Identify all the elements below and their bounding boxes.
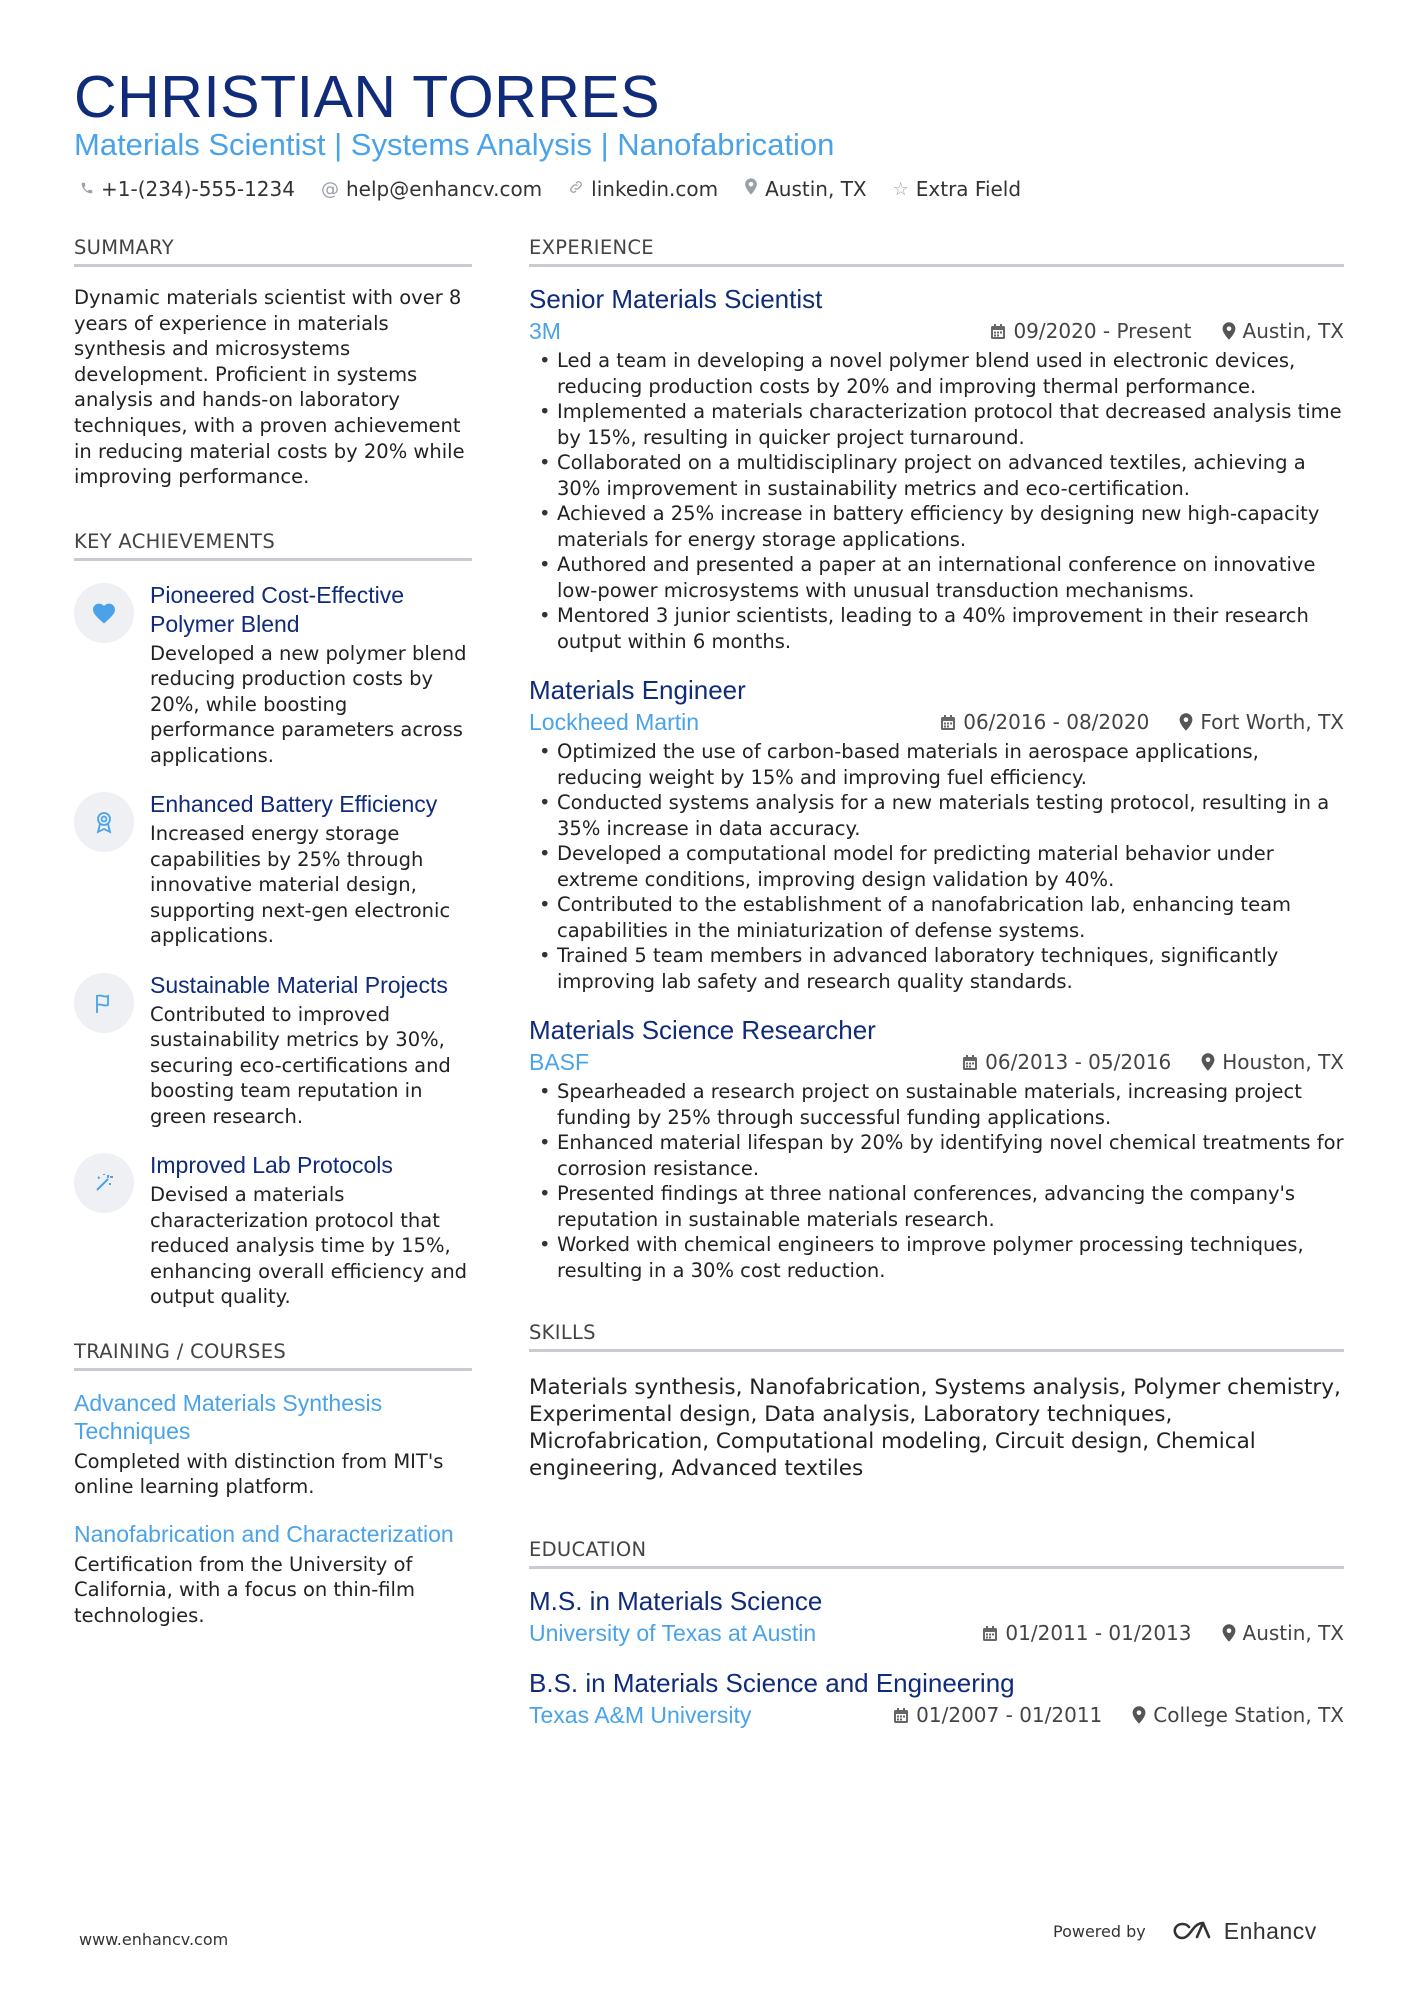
bullet-item: • Optimized the use of carbon-based materials in aerospace applications, reducing weight by 15% and improving fuel efficiency. <box>529 739 1344 790</box>
bullet-item: • Spearheaded a research project on sustainable materials, increasing project funding by 25% through successful funding applications. <box>529 1079 1344 1130</box>
job-company: Lockheed Martin <box>529 709 700 735</box>
calendar-icon <box>982 1625 998 1642</box>
calendar-icon <box>940 714 956 731</box>
course-item <box>74 1520 472 1629</box>
degree-title: B.S. in Materials Science and Engineering <box>529 1668 1015 1698</box>
flag-icon <box>74 973 134 1033</box>
bullet-item: • Presented findings at three national conferences, advancing the company's reputation in sustainable materials research. <box>529 1181 1344 1232</box>
bullet-item: • Conducted systems analysis for a new materials testing protocol, resulting in a 35% increase in data accuracy. <box>529 790 1344 841</box>
course-desc: Certification from the University of California, with a focus on thin-film technologies. <box>74 1552 415 1627</box>
education-dates: 01/2007 - 01/2011 <box>916 1703 1103 1727</box>
calendar-icon <box>962 1054 978 1071</box>
job-entry <box>529 674 1344 994</box>
candidate-name: CHRISTIAN TORRES <box>74 64 661 130</box>
course-title: Nanofabrication and Characterization <box>74 1520 454 1547</box>
job-company: BASF <box>529 1049 590 1075</box>
achievement-item <box>74 581 472 769</box>
education-location: Austin, TX <box>1242 1621 1344 1645</box>
job-dates: 06/2016 - 08/2020 <box>963 710 1150 734</box>
bullet-item: • Achieved a 25% increase in battery efficiency by designing new high-capacity materials for energy storage applications. <box>529 501 1344 552</box>
contact-bar <box>80 177 1047 201</box>
powered-by-text: Powered by <box>1053 1922 1146 1941</box>
achievement-desc: Devised a materials characterization protocol that reduced analysis time by 15%, enhancing overall efficiency and output quality. <box>150 1183 468 1309</box>
bullet-item: • Led a team in developing a novel polymer blend used in electronic devices, reducing production costs by 20% and improving thermal performance. <box>529 348 1344 399</box>
skills-heading: SKILLS <box>529 1321 1344 1352</box>
location-pin-icon <box>1132 1706 1146 1724</box>
contact-extra-text: Extra Field <box>915 177 1022 201</box>
achievements-heading: KEY ACHIEVEMENTS <box>74 530 472 561</box>
candidate-subtitle: Materials Scientist | Systems Analysis | Nanofabrication <box>74 127 835 162</box>
achievement-title: Sustainable Material Projects <box>150 971 448 998</box>
contact-phone <box>80 177 295 201</box>
heart-icon <box>74 583 134 643</box>
location-pin-icon <box>1222 1624 1236 1642</box>
job-location: Houston, TX <box>1222 1050 1344 1074</box>
job-dates: 06/2013 - 05/2016 <box>985 1050 1172 1074</box>
contact-location <box>744 177 866 201</box>
achievement-desc: Contributed to improved sustainability metrics by 30%, securing eco-certifications and boosting team reputation in green research. <box>150 1002 451 1128</box>
job-title: Materials Science Researcher <box>529 1015 876 1045</box>
job-title: Materials Engineer <box>529 675 746 705</box>
job-entry <box>529 283 1344 654</box>
at-icon: @ <box>320 178 339 200</box>
summary-heading: SUMMARY <box>74 236 472 267</box>
location-pin-icon <box>744 178 758 200</box>
job-bullets <box>529 739 1344 994</box>
school-name: Texas A&M University <box>529 1702 752 1728</box>
education-location: College Station, TX <box>1153 1703 1344 1727</box>
award-icon <box>74 792 134 852</box>
job-title: Senior Materials Scientist <box>529 284 823 314</box>
bullet-item: • Mentored 3 junior scientists, leading to a 40% improvement in their research output within 6 months. <box>529 603 1344 654</box>
achievement-item <box>74 1151 472 1310</box>
contact-email-text: help@enhancv.com <box>345 177 543 201</box>
course-desc: Completed with distinction from MIT's online learning platform. <box>74 1449 444 1499</box>
bullet-item: • Enhanced material lifespan by 20% by identifying novel chemical treatments for corrosion resistance. <box>529 1130 1344 1181</box>
contact-email[interactable] <box>321 177 542 201</box>
contact-linkedin[interactable] <box>568 177 718 201</box>
education-heading: EDUCATION <box>529 1538 1344 1569</box>
education-section <box>529 1538 1344 1729</box>
contact-phone-text: +1-(234)-555-1234 <box>101 177 295 201</box>
degree-title: M.S. in Materials Science <box>529 1586 823 1616</box>
link-icon <box>568 179 584 200</box>
footer-powered-by[interactable] <box>1053 1918 1317 1945</box>
achievement-desc: Developed a new polymer blend reducing production costs by 20%, while boosting performance parameters across applications. <box>150 641 467 767</box>
summary-section <box>74 236 472 490</box>
job-company: 3M <box>529 318 561 344</box>
footer-website[interactable]: www.enhancv.com <box>79 1930 229 1949</box>
skills-text: Materials synthesis, Nanofabrication, Systems analysis, Polymer chemistry, Experimental design, Data analysis, Laboratory techniques, Microfabrication, Computational modeling, Circuit design, Chemical engineering, Advanced textiles <box>529 1375 1341 1481</box>
calendar-icon <box>990 323 1006 340</box>
calendar-icon <box>893 1707 909 1724</box>
contact-linkedin-text: linkedin.com <box>591 177 719 201</box>
achievement-title: Enhanced Battery Efficiency <box>150 791 438 818</box>
training-heading: TRAINING / COURSES <box>74 1340 472 1371</box>
skills-section <box>529 1321 1344 1482</box>
location-pin-icon <box>1201 1053 1215 1071</box>
job-bullets <box>529 348 1344 654</box>
experience-section <box>529 236 1344 1283</box>
job-dates: 09/2020 - Present <box>1013 319 1192 343</box>
phone-icon <box>80 179 94 200</box>
location-pin-icon <box>1222 322 1236 340</box>
achievement-item <box>74 790 472 949</box>
job-location: Austin, TX <box>1242 319 1344 343</box>
job-entry <box>529 1014 1344 1283</box>
bullet-item: • Trained 5 team members in advanced laboratory techniques, significantly improving lab safety and research quality standards. <box>529 943 1344 994</box>
education-entry <box>529 1585 1344 1647</box>
bullet-item: • Worked with chemical engineers to improve polymer processing techniques, resulting in a 30% cost reduction. <box>529 1232 1344 1283</box>
contact-extra <box>893 177 1021 201</box>
enhancv-logo-icon <box>1170 1920 1216 1944</box>
location-pin-icon <box>1179 713 1193 731</box>
bullet-item: • Developed a computational model for predicting material behavior under extreme conditions, improving design validation by 40%. <box>529 841 1344 892</box>
job-bullets <box>529 1079 1344 1283</box>
experience-heading: EXPERIENCE <box>529 236 1344 267</box>
magic-wand-icon <box>74 1153 134 1213</box>
bullet-item: • Collaborated on a multidisciplinary project on advanced textiles, achieving a 30% improvement in sustainability metrics and eco-certification. <box>529 450 1344 501</box>
course-title: Advanced Materials Synthesis Techniques <box>74 1389 383 1444</box>
bullet-item: • Contributed to the establishment of a nanofabrication lab, enhancing team capabilities in the miniaturization of defense systems. <box>529 892 1344 943</box>
bullet-item: • Authored and presented a paper at an international conference on innovative low-power microsystems with unusual transduction mechanisms. <box>529 552 1344 603</box>
right-column <box>529 236 1344 1749</box>
job-location: Fort Worth, TX <box>1200 710 1344 734</box>
achievement-title: Improved Lab Protocols <box>150 1152 393 1179</box>
education-entry <box>529 1667 1344 1729</box>
star-icon: ☆ <box>892 178 909 200</box>
achievement-desc: Increased energy storage capabilities by 25% through innovative material design, supporting next-gen electronic applications. <box>150 822 451 948</box>
school-name: University of Texas at Austin <box>529 1620 817 1646</box>
left-column <box>74 236 472 1648</box>
summary-text: Dynamic materials scientist with over 8 years of experience in materials synthesis and microsystems development. Proficient in systems analysis and hands-on laboratory techniques, with a proven achievement in reducing material costs by 20% while improving performance. <box>74 286 465 489</box>
achievements-section <box>74 530 472 1310</box>
course-item <box>74 1389 472 1500</box>
brand-name: Enhancv <box>1223 1918 1317 1944</box>
education-dates: 01/2011 - 01/2013 <box>1005 1621 1192 1645</box>
contact-location-text: Austin, TX <box>765 177 867 201</box>
achievement-item <box>74 971 472 1130</box>
bullet-item: • Implemented a materials characterization protocol that decreased analysis time by 15%, resulting in quicker project turnaround. <box>529 399 1344 450</box>
achievement-title: Pioneered Cost-Effective Polymer Blend <box>150 581 404 637</box>
training-section <box>74 1340 472 1629</box>
